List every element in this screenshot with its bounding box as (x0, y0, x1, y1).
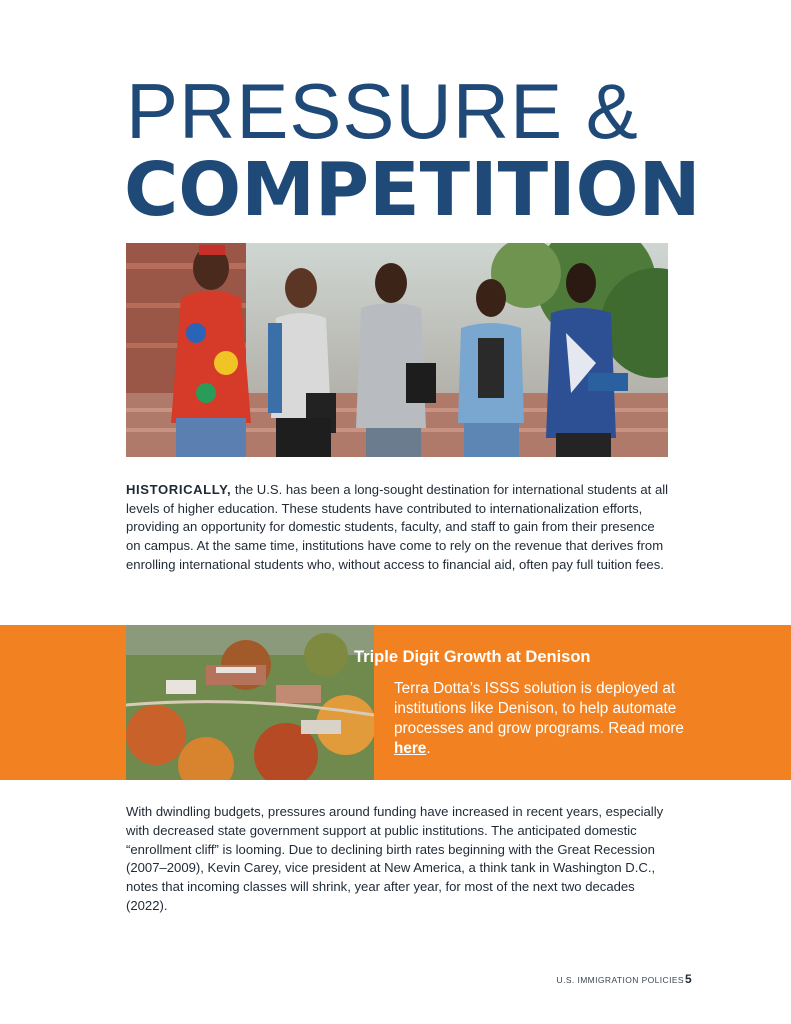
callout-period: . (426, 740, 431, 757)
callout-body: Terra Dotta’s ISSS solution is deployed at institutions like Denison, to help automate processes and grow programs. Read more (394, 680, 684, 737)
page-title-line-2: COMPETITION (124, 147, 701, 233)
campus-aerial-photo (126, 625, 374, 780)
intro-paragraph (126, 481, 671, 575)
footer-section-label: U.S. IMMIGRATION POLICIES (556, 975, 684, 985)
intro-lead: HISTORICALLY, (126, 482, 232, 497)
callout-heading: Triple Digit Growth at Denison (354, 648, 591, 666)
page-number: 5 (685, 972, 692, 986)
callout-text (394, 679, 704, 759)
read-more-link[interactable]: here (394, 740, 427, 757)
intro-text: the U.S. has been a long-sought destination for international students at all levels of higher education. These students have contributed to internationalization efforts, providing an opportunity for domestic students, faculty, and staff to gain from their presence on campus. At the same time, institutions have come to rely on the revenue that derives from enrolling international students who, without access to financial aid, often pay full tuition fees. (126, 482, 669, 572)
students-photo (126, 243, 668, 457)
page-title-line-1: PRESSURE & (126, 67, 639, 155)
body-paragraph: With dwindling budgets, pressures around funding have increased in recent years, especially with decreased state government support at public institutions. The anticipated domestic “enrollment cliff” is looming. Due to declining birth rates beginning with the Great Recession (2007–2009), Kevin Carey, vice president at New America, a think tank in Washington D.C., notes that incoming classes will shrink, year after year, for most of the next two decades (2022). (126, 804, 664, 913)
